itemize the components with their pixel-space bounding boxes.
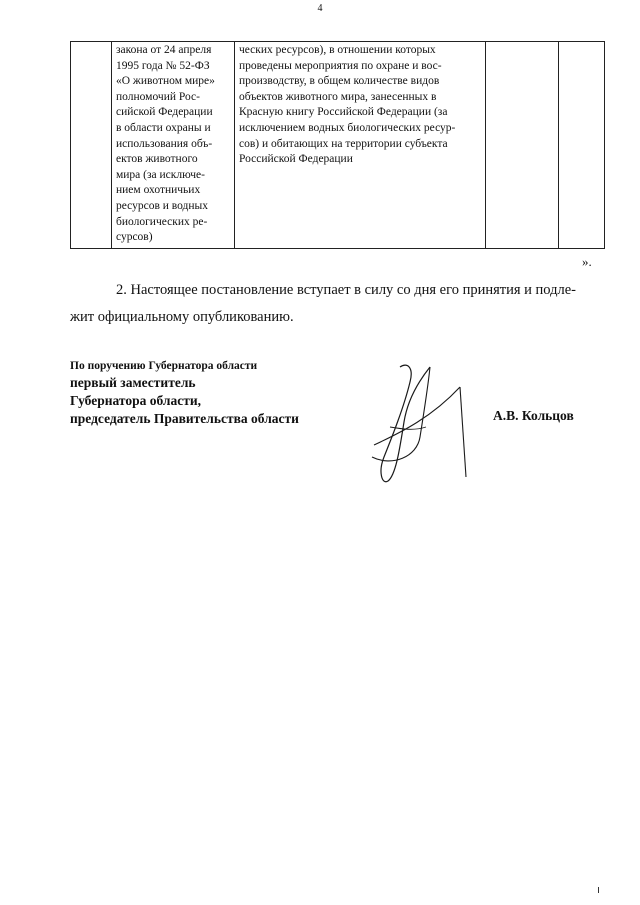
table-cell-empty xyxy=(559,42,605,249)
cell-text-line: сийской Федерации xyxy=(116,106,213,119)
cell-text-line: проведены мероприятия по охране и вос- xyxy=(239,59,442,72)
cell-text-line: ектов животного xyxy=(116,153,198,166)
closing-quote: ». xyxy=(582,254,592,269)
cell-text-line: нием охотничьих xyxy=(116,184,201,197)
cell-text-line: сурсов) xyxy=(116,231,153,244)
table-cell-indicator xyxy=(235,42,486,249)
cell-text-line: использования объ- xyxy=(116,137,213,150)
signatory-name: А.В. Кольцов xyxy=(493,408,574,423)
cell-text-line: Российской Федерации xyxy=(239,153,353,166)
cell-text-line: «О животном мире» xyxy=(116,75,215,88)
paragraph-line: 2. Настоящее постановление вступает в силу со дня его принятия и подле- xyxy=(116,282,577,298)
effective-date-paragraph xyxy=(70,277,604,331)
table-cell-empty xyxy=(486,42,559,249)
cell-text-line: ческих ресурсов), в отношении которых xyxy=(239,44,436,56)
signatory-position-line: председатель Правительства области xyxy=(70,411,299,426)
cell-text-line: полномочий Рос- xyxy=(116,90,200,103)
handwritten-signature xyxy=(362,357,482,492)
table-row xyxy=(71,42,605,249)
cell-text-line: мира (за исключе- xyxy=(116,168,205,181)
cell-text-line: в области охраны и xyxy=(116,121,211,134)
signatory-position-line: первый заместитель xyxy=(70,375,196,390)
table-cell-number xyxy=(71,42,112,249)
cell-text-line: производству, в общем количестве видов xyxy=(239,75,440,88)
paragraph-line: жит официальному опубликованию. xyxy=(70,309,294,325)
cell-text-line: закона от 24 апреля xyxy=(116,44,212,56)
cell-text-line: 1995 года № 52-ФЗ xyxy=(116,59,210,72)
page-number: 4 xyxy=(317,3,323,14)
cell-text-line: Красную книгу Российской Федерации (за xyxy=(239,106,448,119)
cell-text-line: биологических ре- xyxy=(116,215,208,228)
cell-text-line: объектов животного мира, занесенных в xyxy=(239,90,437,103)
indicators-table xyxy=(70,41,605,249)
signatory-title-block xyxy=(70,358,299,428)
cell-text-line: сов) и обитающих на территории субъекта xyxy=(239,137,448,150)
cell-text-line: ресурсов и водных xyxy=(116,199,209,212)
table-cell-authority xyxy=(112,42,235,249)
scan-artifact-mark xyxy=(598,887,599,893)
cell-text-line: исключением водных биологических ресур- xyxy=(239,121,456,134)
signatory-position-line: Губернатора области, xyxy=(70,393,201,408)
signatory-authority-line: По поручению Губернатора области xyxy=(70,360,258,372)
